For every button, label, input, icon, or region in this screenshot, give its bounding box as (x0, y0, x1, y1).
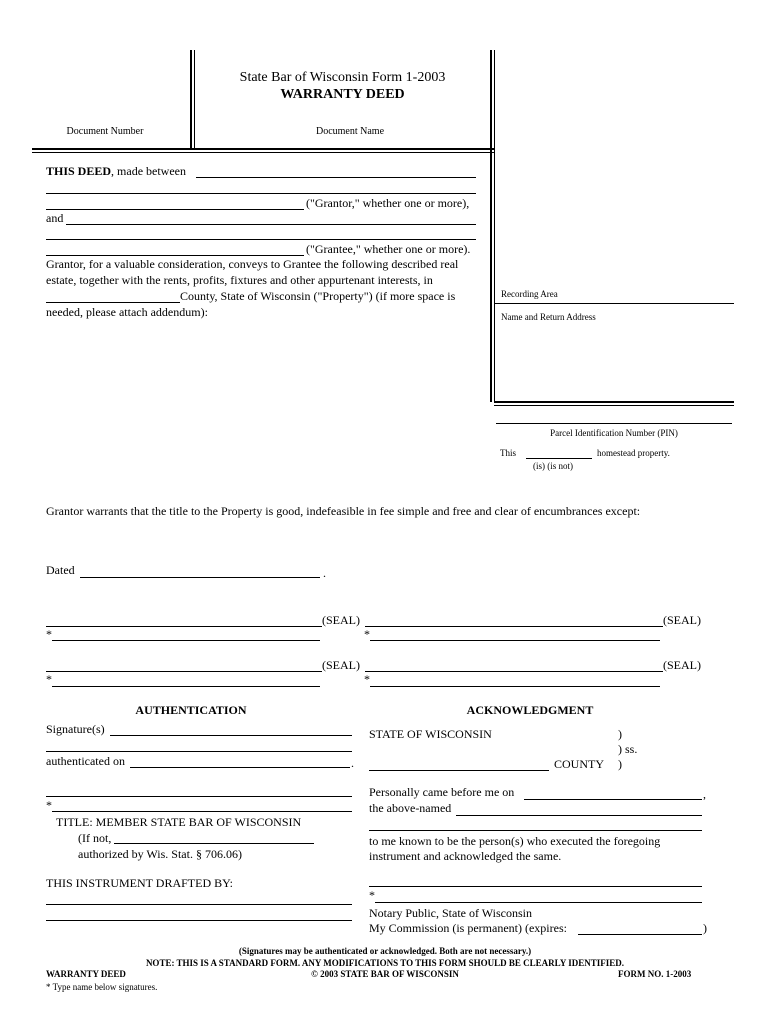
commission-close: ) (703, 921, 707, 935)
above-named-field[interactable] (456, 815, 702, 816)
county-paren: ) (618, 757, 622, 771)
county-label: COUNTY (554, 757, 604, 771)
known-line-2: instrument and acknowledged the same. (369, 849, 562, 863)
dated-field[interactable] (80, 577, 320, 578)
header-left-divider (190, 50, 192, 148)
personally-label: Personally came before me on (369, 785, 515, 799)
personally-date-field[interactable] (524, 799, 702, 800)
title-member-line: TITLE: MEMBER STATE BAR OF WISCONSIN (56, 815, 302, 829)
seal-label-4: (SEAL) (663, 658, 701, 672)
authorized-by-label: authorized by Wis. Stat. § 706.06) (78, 847, 242, 861)
footer-note-1: (Signatures may be authenticated or acknowledged. Both are not necessary.) (238, 946, 532, 956)
return-box-bottom (494, 401, 734, 403)
header-bottom-rule-inner (32, 152, 494, 153)
type-name-star-4: * (364, 672, 370, 686)
county-name-field[interactable] (369, 770, 549, 771)
consideration-line-2: estate, together with the rents, profits, fixtures and other appurtenant interests, in (46, 273, 433, 287)
notary-public-label: Notary Public, State of Wisconsin (369, 906, 532, 920)
grantee-field-2[interactable] (46, 239, 476, 240)
state-paren: ) (618, 727, 622, 741)
notary-name-field[interactable] (375, 902, 702, 903)
footer-right: FORM NO. 1-2003 (618, 969, 692, 979)
ss-label: ) ss. (618, 742, 638, 756)
grantee-paren: ("Grantee," whether one or more). (306, 242, 471, 256)
homestead-field[interactable] (526, 458, 592, 459)
authenticated-period: . (351, 756, 354, 770)
grantor-field-3[interactable] (46, 209, 304, 210)
above-named-label: the above-named (369, 801, 452, 815)
auth-signatures-field[interactable] (110, 735, 352, 736)
authenticated-on-field[interactable] (130, 767, 350, 768)
signature-line-2[interactable] (365, 626, 663, 627)
type-name-line-2[interactable] (370, 640, 660, 641)
known-line-1: to me known to be the person(s) who executed the foregoing (369, 834, 661, 848)
header-right-divider (490, 50, 492, 402)
authentication-heading: AUTHENTICATION (135, 703, 247, 717)
recording-area-rule (494, 303, 734, 304)
state-label: STATE OF WISCONSIN (369, 727, 492, 741)
warranty-text: Grantor warrants that the title to the Property is good, indefeasible in fee simple and free and clear of encumbrances except: (46, 504, 641, 518)
footer-note-2: NOTE: THIS IS A STANDARD FORM. ANY MODIFICATIONS TO THIS FORM SHOULD BE CLEARLY IDENTIFIED. (145, 958, 625, 968)
type-name-line-4[interactable] (370, 686, 660, 687)
authenticated-on-label: authenticated on (46, 754, 125, 768)
document-name-label: Document Name (315, 126, 385, 137)
signature-line-1[interactable] (46, 626, 322, 627)
form-title: State Bar of Wisconsin Form 1-2003 (239, 70, 446, 85)
if-not-field[interactable] (114, 843, 314, 844)
document-number-label: Document Number (66, 126, 144, 137)
county-field[interactable] (46, 302, 180, 303)
drafted-by-field-2[interactable] (46, 920, 352, 921)
grantor-field-1[interactable] (196, 177, 476, 178)
grantee-field-1[interactable] (66, 224, 476, 225)
homestead-label: homestead property. (597, 448, 670, 458)
auth-star: * (46, 798, 52, 812)
auth-member-signature[interactable] (46, 796, 352, 797)
grantee-field-3[interactable] (46, 255, 304, 256)
if-not-label: (If not, (78, 831, 112, 845)
type-name-line-3[interactable] (52, 686, 320, 687)
footer-left: WARRANTY DEED (46, 969, 126, 979)
seal-label-1: (SEAL) (322, 613, 360, 627)
addendum-text: needed, please attach addendum): (46, 305, 208, 319)
type-name-line-1[interactable] (52, 640, 320, 641)
seal-label-3: (SEAL) (322, 658, 360, 672)
name-return-label: Name and Return Address (501, 312, 596, 322)
notary-signature-field[interactable] (369, 886, 702, 887)
auth-signatures-field-2[interactable] (46, 751, 352, 752)
grantor-paren: ("Grantor," whether one or more), (306, 196, 470, 210)
consideration-line-1: Grantor, for a valuable consideration, conveys to Grantee the following described real (46, 257, 459, 271)
return-box-bottom-inner (494, 405, 734, 406)
recording-area-label: Recording Area (501, 289, 558, 299)
signature-line-3[interactable] (46, 671, 322, 672)
seal-label-2: (SEAL) (663, 613, 701, 627)
personally-comma: , (703, 787, 706, 801)
auth-signatures-label: Signature(s) (46, 722, 105, 736)
commission-label: My Commission (is permanent) (expires: (369, 921, 567, 935)
type-name-star-1: * (46, 627, 52, 641)
dated-label: Dated (46, 563, 75, 577)
pin-label: Parcel Identification Number (PIN) (550, 428, 678, 438)
header-bottom-rule (32, 148, 494, 150)
drafted-by-label: THIS INSTRUMENT DRAFTED BY: (46, 876, 234, 890)
drafted-by-field-1[interactable] (46, 904, 352, 905)
is-not-label: (is) (is not) (533, 461, 573, 471)
type-name-star-3: * (46, 672, 52, 686)
grantor-field-2[interactable] (46, 193, 476, 194)
and-label: and (46, 211, 64, 225)
this-label: This (500, 448, 517, 458)
header-right-divider-inner (494, 50, 495, 402)
notary-star: * (369, 888, 375, 902)
footer-center: © 2003 STATE BAR OF WISCONSIN (311, 969, 459, 979)
deed-intro: THIS DEED, made between (46, 164, 186, 178)
county-text: County, State of Wisconsin ("Property") (if more space is (180, 289, 456, 303)
signature-line-4[interactable] (365, 671, 663, 672)
type-name-star-2: * (364, 627, 370, 641)
footer-type-name: * Type name below signatures. (46, 982, 158, 992)
above-named-field-2[interactable] (369, 830, 702, 831)
pin-field[interactable] (496, 423, 732, 424)
deed-title: WARRANTY DEED (280, 87, 405, 102)
auth-member-name[interactable] (52, 811, 352, 812)
acknowledgment-heading: ACKNOWLEDGMENT (466, 703, 594, 717)
dated-period: . (323, 566, 326, 580)
commission-expires-field[interactable] (578, 934, 702, 935)
